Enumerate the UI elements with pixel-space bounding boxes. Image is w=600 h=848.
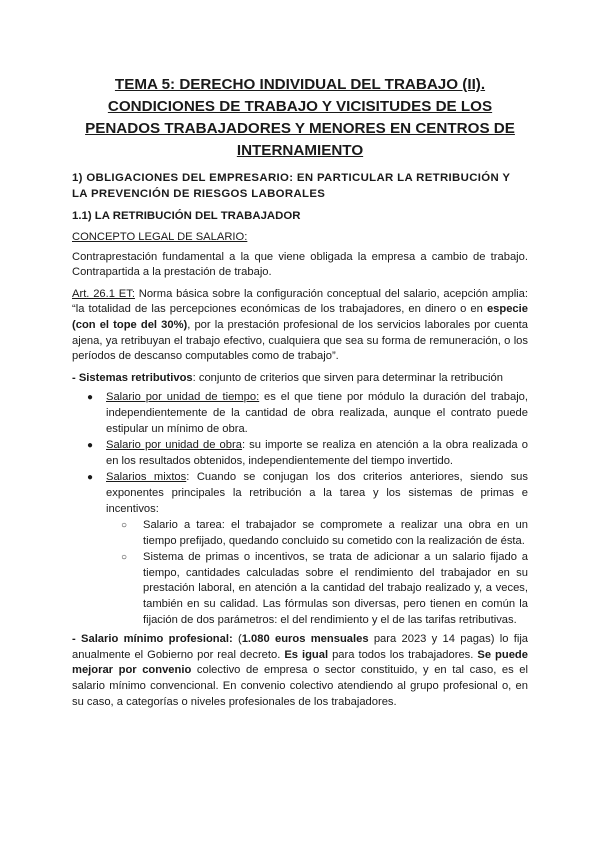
concept-label-paragraph [72, 230, 528, 246]
sistemas-list [72, 390, 528, 628]
bullet-circle-icon: ○ [121, 552, 128, 564]
sublist [106, 518, 528, 628]
article-text-2: , por la prestación profesional de los servicios laborales por cuenta ajena, ya retribuyan el trabajo efectivo, cualquiera que sea su forma de remuneración, o los períodos de descanso computables como de trabajo”. [72, 318, 528, 363]
sistemas-paragraph [72, 371, 528, 387]
article-bold: especie (con el tope del 30%) [72, 303, 528, 331]
article-paragraph [72, 287, 528, 365]
smi-se-puede: Se puede mejorar por convenio [72, 648, 528, 677]
smi-dash: - [72, 633, 82, 646]
concept-text: Contraprestación fundamental a la que viene obligada la empresa a cambio de trabajo. Contrapartida a la prestación de trabajo. [72, 250, 528, 279]
concept-label: CONCEPTO LEGAL DE SALARIO: [72, 231, 248, 243]
sistemas-text: : conjunto de criterios que sirven para determinar la retribución [192, 371, 503, 384]
list-item-text: : Cuando se conjugan los dos criterios anteriores, siendo sus exponentes principales la retribución a la tarea y los sistemas de primas e incentivos: [106, 471, 528, 515]
title-line: INTERNAMIENTO [236, 142, 364, 159]
smi-label: Salario mínimo profesional: [81, 633, 233, 646]
list-item [87, 390, 529, 437]
bullet-disc-icon: ● [87, 392, 94, 404]
smi-text-2: para 2023 y 14 pagas) lo fija anualmente el Gobierno por real decreto. [72, 633, 529, 661]
list-item [87, 438, 529, 469]
list-item-label: Salario por unidad de tiempo: [106, 391, 260, 404]
article-label: Art. 26.1 ET: [72, 287, 135, 300]
sistemas-dash: - [72, 371, 79, 384]
smi-paragraph [72, 632, 528, 710]
list-item [87, 470, 528, 628]
bullet-disc-icon: ● [87, 472, 94, 484]
sublist-item-text: Salario a tarea: el trabajador se compromete a realizar una obra en un tiempo prefijado, quedando concluido su cometido con la realización de ésta. [143, 519, 528, 547]
smi-text-4: colectivo de empresa o sector constituido, y en tal caso, es el salario mínimo convencional. En convenio colectivo atendiendo al grupo profesional o, en su caso, a categorías o niveles profesionales de los trabajadores. [72, 664, 528, 708]
title-line: CONDICIONES DE TRABAJO Y VICISITUDES DE LOS [107, 98, 493, 115]
title-line: PENADOS TRABAJADORES Y MENORES EN CENTROS DE [85, 120, 515, 137]
sublist-item-text: Sistema de primas o incentivos, se trata de adicionar a un salario fijado a tiempo, cantidades calculadas sobre el rendimiento del trabajador en su prestación laboral, en atención a la cantidad del trabajo realizado y, a veces, también en su calidad. Las fórmulas son diversas, pero tienen en común la fijación de dos parámetros: el del rendimiento y el de las tarifas retributivas. [143, 551, 528, 626]
list-item-text: es el que tiene por módulo la duración del trabajo, independientemente de la cantidad de obra realizada, aunque el contrato puede estipular un mínimo de obra. [106, 391, 529, 435]
sistemas-label: Sistemas retributivos [78, 371, 193, 384]
bullet-disc-icon: ● [87, 440, 94, 452]
sublist-item [121, 550, 528, 628]
list-item-label: Salarios mixtos [106, 471, 187, 484]
section-1-1-heading: 1.1) LA RETRIBUCIÓN DEL TRABAJADOR [72, 210, 301, 222]
document-title [72, 74, 528, 162]
bullet-circle-icon: ○ [121, 520, 128, 532]
smi-text-1: ( [232, 633, 242, 646]
section-1-heading: 1) OBLIGACIONES DEL EMPRESARIO: EN PARTICULAR LA RETRIBUCIÓN Y LA PREVENCIÓN DE RIESGOS LABORALES [72, 172, 511, 200]
smi-amount: 1.080 euros mensuales [241, 633, 369, 646]
document-page [72, 74, 528, 716]
list-item-text: : su importe se realiza en atención a la obra realizada o en los resultados obtenidos, independientemente del tiempo invertido. [106, 439, 529, 467]
list-item-label: Salario por unidad de obra [106, 439, 242, 452]
sublist-item [121, 518, 528, 549]
smi-text-3: para todos los trabajadores. [328, 648, 478, 661]
article-text-1: Norma básica sobre la configuración conceptual del salario, acepción amplia: “la totalidad de las percepciones económicas de los trabajadores, en dinero o en [72, 287, 528, 316]
smi-es-igual: Es igual [284, 648, 329, 661]
title-line: TEMA 5: DERECHO INDIVIDUAL DEL TRABAJO (II). [114, 76, 486, 93]
